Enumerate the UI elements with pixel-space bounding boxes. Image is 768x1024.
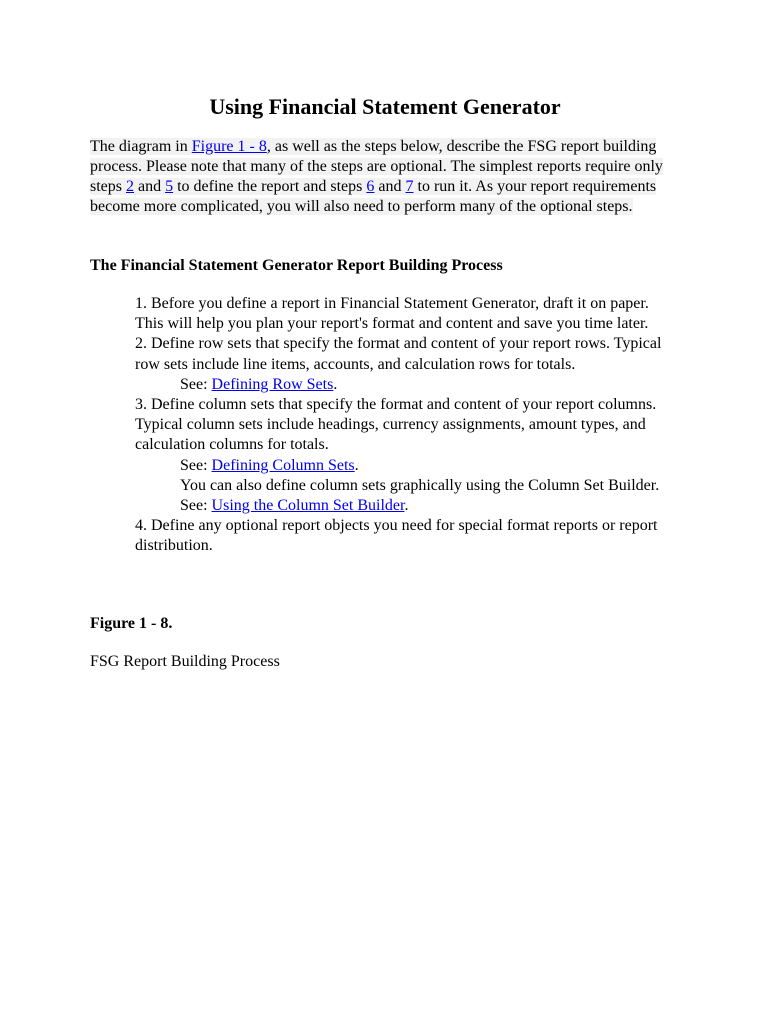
intro-highlight — [90, 138, 663, 215]
defining-row-sets-link[interactable]: Defining Row Sets — [211, 375, 334, 393]
intro-text-3: to define the report and steps — [173, 178, 367, 195]
intro-text-4: to run it. As your report requirements become more complicated, you will also need to perform many of the optional steps. — [90, 178, 657, 215]
see-prefix: See: — [180, 456, 212, 474]
page-title: Using Financial Statement Generator — [209, 94, 561, 119]
section-heading: The Financial Statement Generator Report Building Process — [90, 257, 503, 274]
step-3-see-line — [135, 456, 680, 476]
step-2-text: 2. Define row sets that specify the format and content of your report rows. Typical row sets include line items, accounts, and calculation rows for totals. — [135, 335, 662, 373]
step-6-link[interactable]: 6 — [366, 178, 375, 195]
step-2-see-line — [135, 375, 680, 395]
step-2-link[interactable]: 2 — [126, 178, 134, 195]
step-5-link[interactable]: 5 — [165, 178, 174, 195]
intro-text-1: The diagram in — [90, 138, 192, 155]
intro-paragraph — [90, 137, 680, 217]
step-4-text: 4. Define any optional report objects you need for special format reports or report distribution. — [135, 517, 658, 555]
see-prefix: See: — [180, 375, 212, 393]
step-3-note: You can also define column sets graphically using the Column Set Builder. — [180, 476, 660, 494]
see-prefix: See: — [180, 497, 212, 515]
step-7-link[interactable]: 7 — [405, 178, 414, 195]
figure-caption: FSG Report Building Process — [90, 653, 280, 670]
intro-and-2: and — [374, 178, 406, 195]
figure-label: Figure 1 - 8. — [90, 615, 173, 632]
see-suffix: . — [404, 497, 409, 515]
step-3-text: 3. Define column sets that specify the format and content of your report columns. Typical column sets include headings, currency assignments, amount types, and calculation columns for totals. — [135, 396, 657, 454]
step-3-see2-line — [135, 496, 680, 516]
defining-column-sets-link[interactable]: Defining Column Sets — [211, 456, 355, 474]
steps-list — [135, 294, 680, 557]
column-set-builder-link[interactable]: Using the Column Set Builder — [211, 497, 405, 515]
see-suffix: . — [354, 456, 359, 474]
intro-text-2: , as well as the steps below, describe the FSG report building process. Please note that many of the steps are optional. The simplest reports require only steps — [90, 138, 663, 195]
see-suffix: . — [333, 375, 338, 393]
intro-and-1: and — [134, 178, 166, 195]
figure-1-8-link[interactable]: Figure 1 - 8 — [191, 138, 267, 155]
step-1-text: 1. Before you define a report in Financial Statement Generator, draft it on paper. This will help you plan your report's format and content and save you time later. — [135, 295, 649, 333]
